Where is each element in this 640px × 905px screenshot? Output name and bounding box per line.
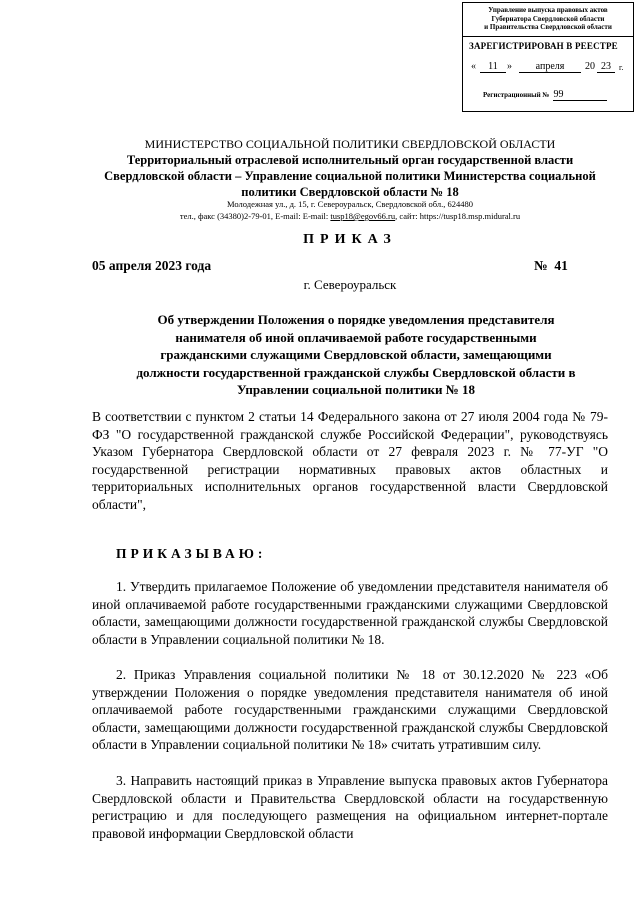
stamp-header [463, 3, 633, 37]
organization-line: Территориальный отраслевой исполнительный орган государственной власти [126, 153, 574, 167]
order-word: ПРИКАЗЫВАЮ: [116, 546, 267, 561]
contacts [80, 211, 620, 221]
stamp-year-prefix: 20 [585, 61, 595, 72]
stamp-date: « 11 » апреля 20 23 г. [471, 61, 624, 72]
organization-name [80, 152, 620, 200]
stamp-number-row [483, 89, 607, 101]
stamp-month: апреля [519, 61, 581, 73]
stamp-day: 11 [480, 61, 506, 73]
stamp-registered-label: ЗАРЕГИСТРИРОВАН В РЕЕСТРЕ [469, 41, 618, 51]
stamp-year-unit: г. [619, 63, 624, 72]
preamble: В соответствии с пунктом 2 статьи 14 Федерального закона от 27 июля 2004 года № 79-ФЗ "О государственной гражданской службе Российской Федерации", руководствуясь Указом Губернатора Свердловской области от 27 февраля 2023 г. № 77-УГ "О государственной регистрации нормативных правовых актов областных и территориальных исполнительных органов государственной власти Свердловской области", [92, 409, 608, 512]
stamp-year-suffix: 23 [597, 61, 615, 73]
stamp-header-line: Губернатора Свердловской области [491, 14, 605, 23]
document-city: г. Североуральск [303, 277, 397, 292]
ministry-name: МИНИСТЕРСТВО СОЦИАЛЬНОЙ ПОЛИТИКИ СВЕРДЛОВСКОЙ ОБЛАСТИ [144, 137, 556, 151]
organization-line: Свердловской области – Управление социальной политики Министерства социальной [104, 169, 596, 183]
stamp-number-label: Регистрационный № [483, 91, 550, 99]
order-item: 2. Приказ Управления социальной политики № 18 от 30.12.2020 № 223 «Об утверждении Положения о порядке уведомления представителя нанимателя об иной оплачиваемой работе государственными гражданскими служащими Свердловской области, замещающими должности государственной гражданской службы Свердловской области в Управлении социальной политики № 18» считать утратившим силу. [92, 667, 608, 753]
document-date: 05 апреля 2023 года [92, 258, 212, 273]
contacts-suffix: , сайт: https://tusp18.msp.midural.ru [395, 211, 521, 221]
document-title: ПРИКАЗ [303, 232, 397, 247]
order-item: 1. Утвердить прилагаемое Положение об уведомлении представителя нанимателя об иной оплачиваемой работе государственными гражданскими служащими Свердловской области, замещающими должности государственной гражданской службы Свердловской области в Управлении социальной политики № 18. [92, 579, 608, 647]
subject-line: Об утверждении Положения о порядке уведомления представителя [157, 312, 555, 327]
subject-line: должности государственной гражданской службы Свердловской области в [136, 364, 576, 380]
organization-line: политики Свердловской области № 18 [241, 185, 459, 199]
subject-line: нанимателя об иной оплачиваемой работе государственными [175, 329, 537, 345]
document-subject [92, 311, 620, 399]
email-link[interactable]: tusp18@egov66.ru [330, 211, 396, 221]
subject-line: гражданскими служащими Свердловской области, замещающими [160, 347, 552, 362]
order-item: 3. Направить настоящий приказ в Управление выпуска правовых актов Губернатора Свердловской области и Правительства Свердловской области на государственную регистрацию и для последующего размещения на официальном интернет-портале правовой информации Свердловской области [92, 773, 608, 841]
registration-stamp [462, 2, 634, 112]
contacts-prefix: тел., факс (34380)2-79-01, E-mail: E-mail: [179, 211, 331, 221]
address: Молодежная ул., д. 15, г. Североуральск, Свердловской обл., 624480 [227, 199, 473, 209]
subject-line: Управлении социальной политики № 18 [236, 382, 476, 397]
document-number: № 41 [534, 258, 568, 273]
stamp-header-line: Управление выпуска правовых актов [488, 6, 608, 14]
stamp-number: 99 [553, 89, 607, 101]
stamp-header-line: и Правительства Свердловской области [484, 23, 612, 31]
